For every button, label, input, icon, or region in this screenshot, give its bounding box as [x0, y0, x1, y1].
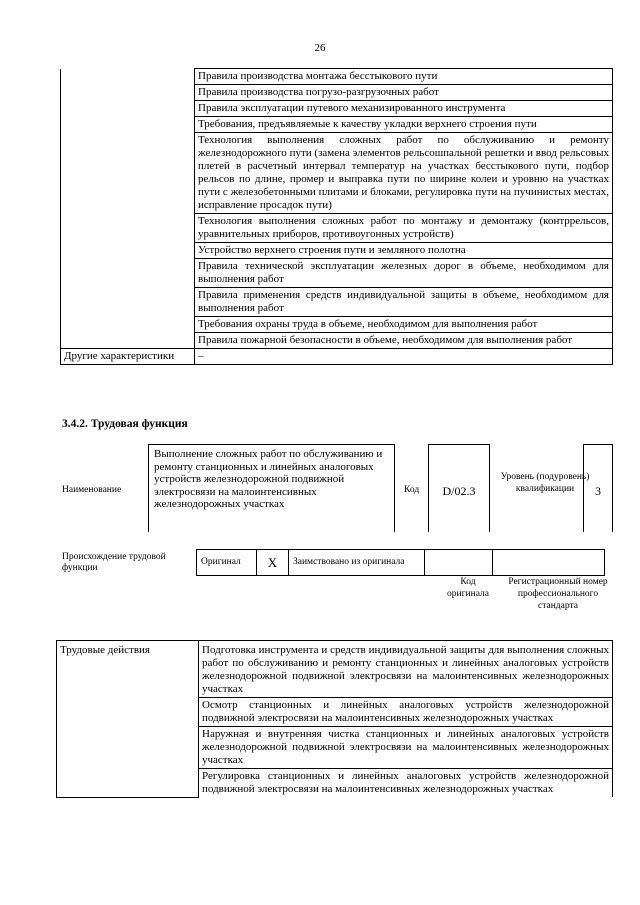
original-mark: X [257, 550, 289, 576]
code-original-cell [425, 550, 493, 576]
knowledge-item: Правила эксплуатации путевого механизированного инструмента [195, 101, 613, 117]
other-characteristics-label: Другие характеристики [61, 349, 195, 365]
origin-table [196, 549, 605, 576]
table-row [61, 69, 613, 85]
knowledge-item: Устройство верхнего строения пути и земляного полотна [195, 243, 613, 259]
page-number: 26 [314, 42, 326, 54]
empty-label-cell [61, 69, 195, 349]
code-label: Код [404, 485, 420, 495]
knowledge-table [60, 68, 613, 365]
table-row [61, 349, 613, 365]
reg-number-caption: Регистрационный номер профессионального стандарта [508, 577, 608, 611]
function-name-value: Выполнение сложных работ по обслуживанию и ремонту станционных и линейных аналоговых устройств железнодорожной подвижной электросвязи на малоинтенсивных железнодорожных участках [154, 448, 383, 511]
knowledge-item: Правила пожарной безопасности в объеме, необходимом для выполнения работ [195, 333, 613, 349]
action-item: Наружная и внутренняя чистка станционных и линейных аналоговых устройств железнодорожной подвижной электросвязи на малоинтенсивных железнодорожных участках [199, 727, 613, 769]
knowledge-item: Правила производства погрузо-разгрузочных работ [195, 85, 613, 101]
action-item: Осмотр станционных и линейных аналоговых устройств железнодорожной подвижной электросвязи на малоинтенсивных железнодорожных участках [199, 698, 613, 727]
reg-number-cell [493, 550, 605, 576]
level-box [583, 444, 613, 532]
knowledge-item: Требования, предъявляемые к качеству укладки верхнего строения пути [195, 117, 613, 133]
action-item: Регулировка станционных и линейных аналоговых устройств железнодорожной подвижной электросвязи на малоинтенсивных железнодорожных участках [199, 769, 613, 798]
function-name-box [148, 444, 395, 532]
original-label: Оригинал [197, 550, 257, 576]
name-label: Наименование [62, 485, 122, 495]
knowledge-item: Требования охраны труда в объеме, необходимом для выполнения работ [195, 317, 613, 333]
table-row [197, 550, 605, 576]
knowledge-item: Технология выполнения сложных работ по обслуживанию и ремонту железнодорожного пути (замена элементов рельсошпальной решетки и ввод рельсовых плетей в расчетный интервал температур на участках бесстыкового пути, подбор рельсов по длине, промер и выправка пути по ширине колеи и уровню на участках пути с железобетонными плитами и блоками, регулировка пути на пучинистых местах, исправление просадок пути) [195, 133, 613, 214]
knowledge-item: Правила производства монтажа бесстыкового пути [195, 69, 613, 85]
origin-label: Происхождение трудовой функции [62, 552, 166, 573]
actions-table [56, 640, 613, 798]
borrowed-label: Заимствовано из оригинала [289, 550, 425, 576]
table-row [57, 641, 613, 698]
knowledge-item: Правила применения средств индивидуальной защиты в объеме, необходимом для выполнения работ [195, 288, 613, 317]
code-value: D/02.3 [442, 484, 476, 498]
code-box [428, 444, 490, 532]
actions-label: Трудовые действия [57, 641, 199, 798]
other-characteristics-value: – [195, 349, 613, 365]
level-value: 3 [595, 484, 601, 498]
section-title: 3.4.2. Трудовая функция [62, 418, 188, 430]
action-item: Подготовка инструмента и средств индивидуальной защиты для выполнения сложных работ по обслуживанию и ремонту станционных и линейных аналоговых устройств железнодорожной подвижной электросвязи на малоинтенсивных железнодорожных участках [199, 641, 613, 698]
level-label: Уровень (подуровень) квалификации [500, 472, 590, 494]
code-original-caption: Код оригинала [447, 577, 489, 599]
knowledge-item: Технология выполнения сложных работ по монтажу и демонтажу (контррельсов, уравнительных приборов, противоугонных устройств) [195, 214, 613, 243]
knowledge-item: Правила технической эксплуатации железных дорог в объеме, необходимом для выполнения работ [195, 259, 613, 288]
